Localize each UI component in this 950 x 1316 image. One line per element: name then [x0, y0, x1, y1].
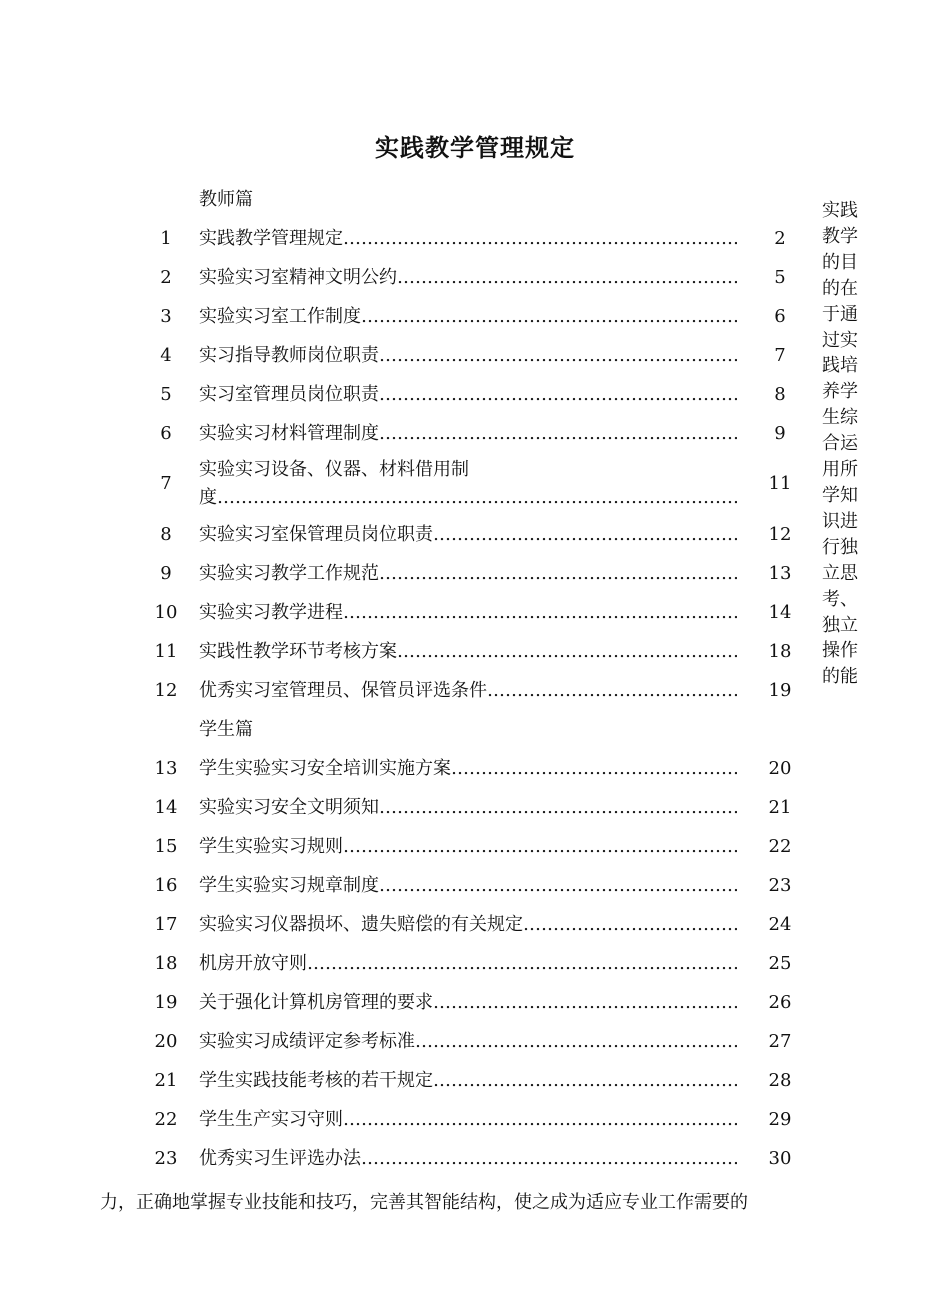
toc-row[interactable]: [140, 944, 810, 983]
toc-title: 实验实习仪器损坏、遗失赔偿的有关规定 …………………………………………………………………………………………………………………………………………………………: [199, 905, 737, 944]
toc-section-student: [140, 710, 810, 749]
section-heading: 学生篇: [199, 719, 253, 740]
toc-row[interactable]: [140, 866, 810, 905]
toc-page: 6: [774, 306, 786, 327]
toc-number: 7: [160, 473, 172, 494]
toc-page: 5: [774, 267, 786, 288]
toc-title: 实验实习室精神文明公约 …………………………………………………………………………………………………………………………………………………………: [199, 258, 737, 297]
toc-row[interactable]: [140, 788, 810, 827]
document-title: 实践教学管理规定: [375, 133, 575, 162]
toc-number: 12: [154, 680, 178, 701]
toc-page: 19: [768, 680, 792, 701]
toc-page: 20: [768, 758, 792, 779]
toc-title: 实验实习材料管理制度 …………………………………………………………………………………………………………………………………………………………: [199, 414, 737, 453]
toc-row[interactable]: [140, 414, 810, 453]
toc-number: 21: [154, 1070, 178, 1091]
toc-title: 实践性教学环节考核方案 …………………………………………………………………………………………………………………………………………………………: [199, 632, 737, 671]
body-continuation-text: 力，正确地掌握专业技能和技巧，完善其智能结构，使之成为适应专业工作需要的: [100, 1192, 748, 1213]
toc-title: 机房开放守则 …………………………………………………………………………………………………………………………………………………………: [199, 944, 737, 983]
toc-number: 15: [154, 836, 178, 857]
toc-title: 实验实习室保管理员岗位职责 …………………………………………………………………………………………………………………………………………………………: [199, 515, 737, 554]
toc-number: 9: [160, 563, 172, 584]
toc-row[interactable]: [140, 983, 810, 1022]
section-heading: 教师篇: [199, 189, 253, 210]
toc-page: 7: [774, 345, 786, 366]
toc-title: 优秀实习室管理员、保管员评选条件 …………………………………………………………………………………………………………………………………………………………: [199, 671, 737, 710]
toc-row[interactable]: [140, 1139, 810, 1178]
toc-title: 实习指导教师岗位职责 …………………………………………………………………………………………………………………………………………………………: [199, 336, 737, 375]
toc-number: 22: [154, 1109, 178, 1130]
toc-number: 14: [154, 797, 178, 818]
toc-number: 2: [160, 267, 172, 288]
toc-title: 实验实习教学进程 …………………………………………………………………………………………………………………………………………………………: [199, 593, 737, 632]
toc-row[interactable]: [140, 219, 810, 258]
toc-title: 实践教学管理规定 …………………………………………………………………………………………………………………………………………………………: [199, 219, 737, 258]
toc-title: 实验实习安全文明须知 …………………………………………………………………………………………………………………………………………………………: [199, 788, 737, 827]
toc-row[interactable]: [140, 297, 810, 336]
toc-row[interactable]: [140, 1061, 810, 1100]
toc-page: 24: [768, 914, 792, 935]
toc-title: 学生实验实习安全培训实施方案 …………………………………………………………………………………………………………………………………………………………: [199, 749, 737, 788]
toc-row[interactable]: [140, 453, 810, 515]
toc-title: 学生生产实习守则 …………………………………………………………………………………………………………………………………………………………: [199, 1100, 737, 1139]
toc-row[interactable]: [140, 632, 810, 671]
toc-title: 实验实习成绩评定参考标准 …………………………………………………………………………………………………………………………………………………………: [199, 1022, 737, 1061]
toc-page: 23: [768, 875, 792, 896]
toc-row[interactable]: [140, 336, 810, 375]
toc-page: 30: [768, 1148, 792, 1169]
toc-row[interactable]: [140, 905, 810, 944]
toc-row[interactable]: [140, 1100, 810, 1139]
toc-page: 25: [768, 953, 792, 974]
toc-title: 学生实验实习规则 …………………………………………………………………………………………………………………………………………………………: [199, 827, 737, 866]
toc-page: 27: [768, 1031, 792, 1052]
table-of-contents: [140, 180, 810, 1178]
toc-row[interactable]: [140, 554, 810, 593]
toc-number: 13: [154, 758, 178, 779]
toc-number: 4: [160, 345, 172, 366]
toc-number: 1: [160, 228, 172, 249]
toc-page: 2: [774, 228, 786, 249]
toc-number: 20: [154, 1031, 178, 1052]
toc-page: 12: [768, 524, 792, 545]
toc-page: 11: [768, 473, 792, 494]
toc-number: 11: [154, 641, 178, 662]
toc-page: 28: [768, 1070, 792, 1091]
toc-title: 实验实习设备、仪器、材料借用制度 ……………………………………………………………………………………………………: [199, 456, 737, 512]
toc-page: 8: [774, 384, 786, 405]
toc-title: 学生实践技能考核的若干规定 …………………………………………………………………………………………………………………………………………………………: [199, 1061, 737, 1100]
toc-title: 实验实习教学工作规范 …………………………………………………………………………………………………………………………………………………………: [199, 554, 737, 593]
toc-page: 21: [768, 797, 792, 818]
toc-row[interactable]: [140, 375, 810, 414]
toc-page: 26: [768, 992, 792, 1013]
toc-page: 9: [774, 423, 786, 444]
toc-page: 13: [768, 563, 792, 584]
toc-number: 10: [154, 602, 178, 623]
toc-row[interactable]: [140, 827, 810, 866]
toc-row[interactable]: [140, 671, 810, 710]
toc-title: 优秀实习生评选办法 …………………………………………………………………………………………………………………………………………………………: [199, 1139, 737, 1178]
toc-row[interactable]: [140, 593, 810, 632]
toc-number: 3: [160, 306, 172, 327]
toc-number: 6: [160, 423, 172, 444]
toc-page: 18: [768, 641, 792, 662]
toc-number: 18: [154, 953, 178, 974]
toc-page: 22: [768, 836, 792, 857]
toc-section-teacher: [140, 180, 810, 219]
toc-number: 19: [154, 992, 178, 1013]
toc-title: 关于强化计算机房管理的要求 …………………………………………………………………………………………………………………………………………………………: [199, 983, 737, 1022]
toc-number: 8: [160, 524, 172, 545]
toc-page: 14: [768, 602, 792, 623]
toc-page: 29: [768, 1109, 792, 1130]
toc-title: 实习室管理员岗位职责 …………………………………………………………………………………………………………………………………………………………: [199, 375, 737, 414]
toc-number: 17: [154, 914, 178, 935]
vertical-body-text: 实践教学的目的在于通过实践培养学生综合运用所学知识进行独立思考、独立操作的能: [822, 200, 858, 688]
toc-title: 学生实验实习规章制度 …………………………………………………………………………………………………………………………………………………………: [199, 866, 737, 905]
toc-number: 16: [154, 875, 178, 896]
toc-row[interactable]: [140, 1022, 810, 1061]
toc-number: 23: [154, 1148, 178, 1169]
toc-row[interactable]: [140, 515, 810, 554]
toc-number: 5: [160, 384, 172, 405]
toc-row[interactable]: [140, 258, 810, 297]
toc-row[interactable]: [140, 749, 810, 788]
toc-title: 实验实习室工作制度 …………………………………………………………………………………………………………………………………………………………: [199, 297, 737, 336]
